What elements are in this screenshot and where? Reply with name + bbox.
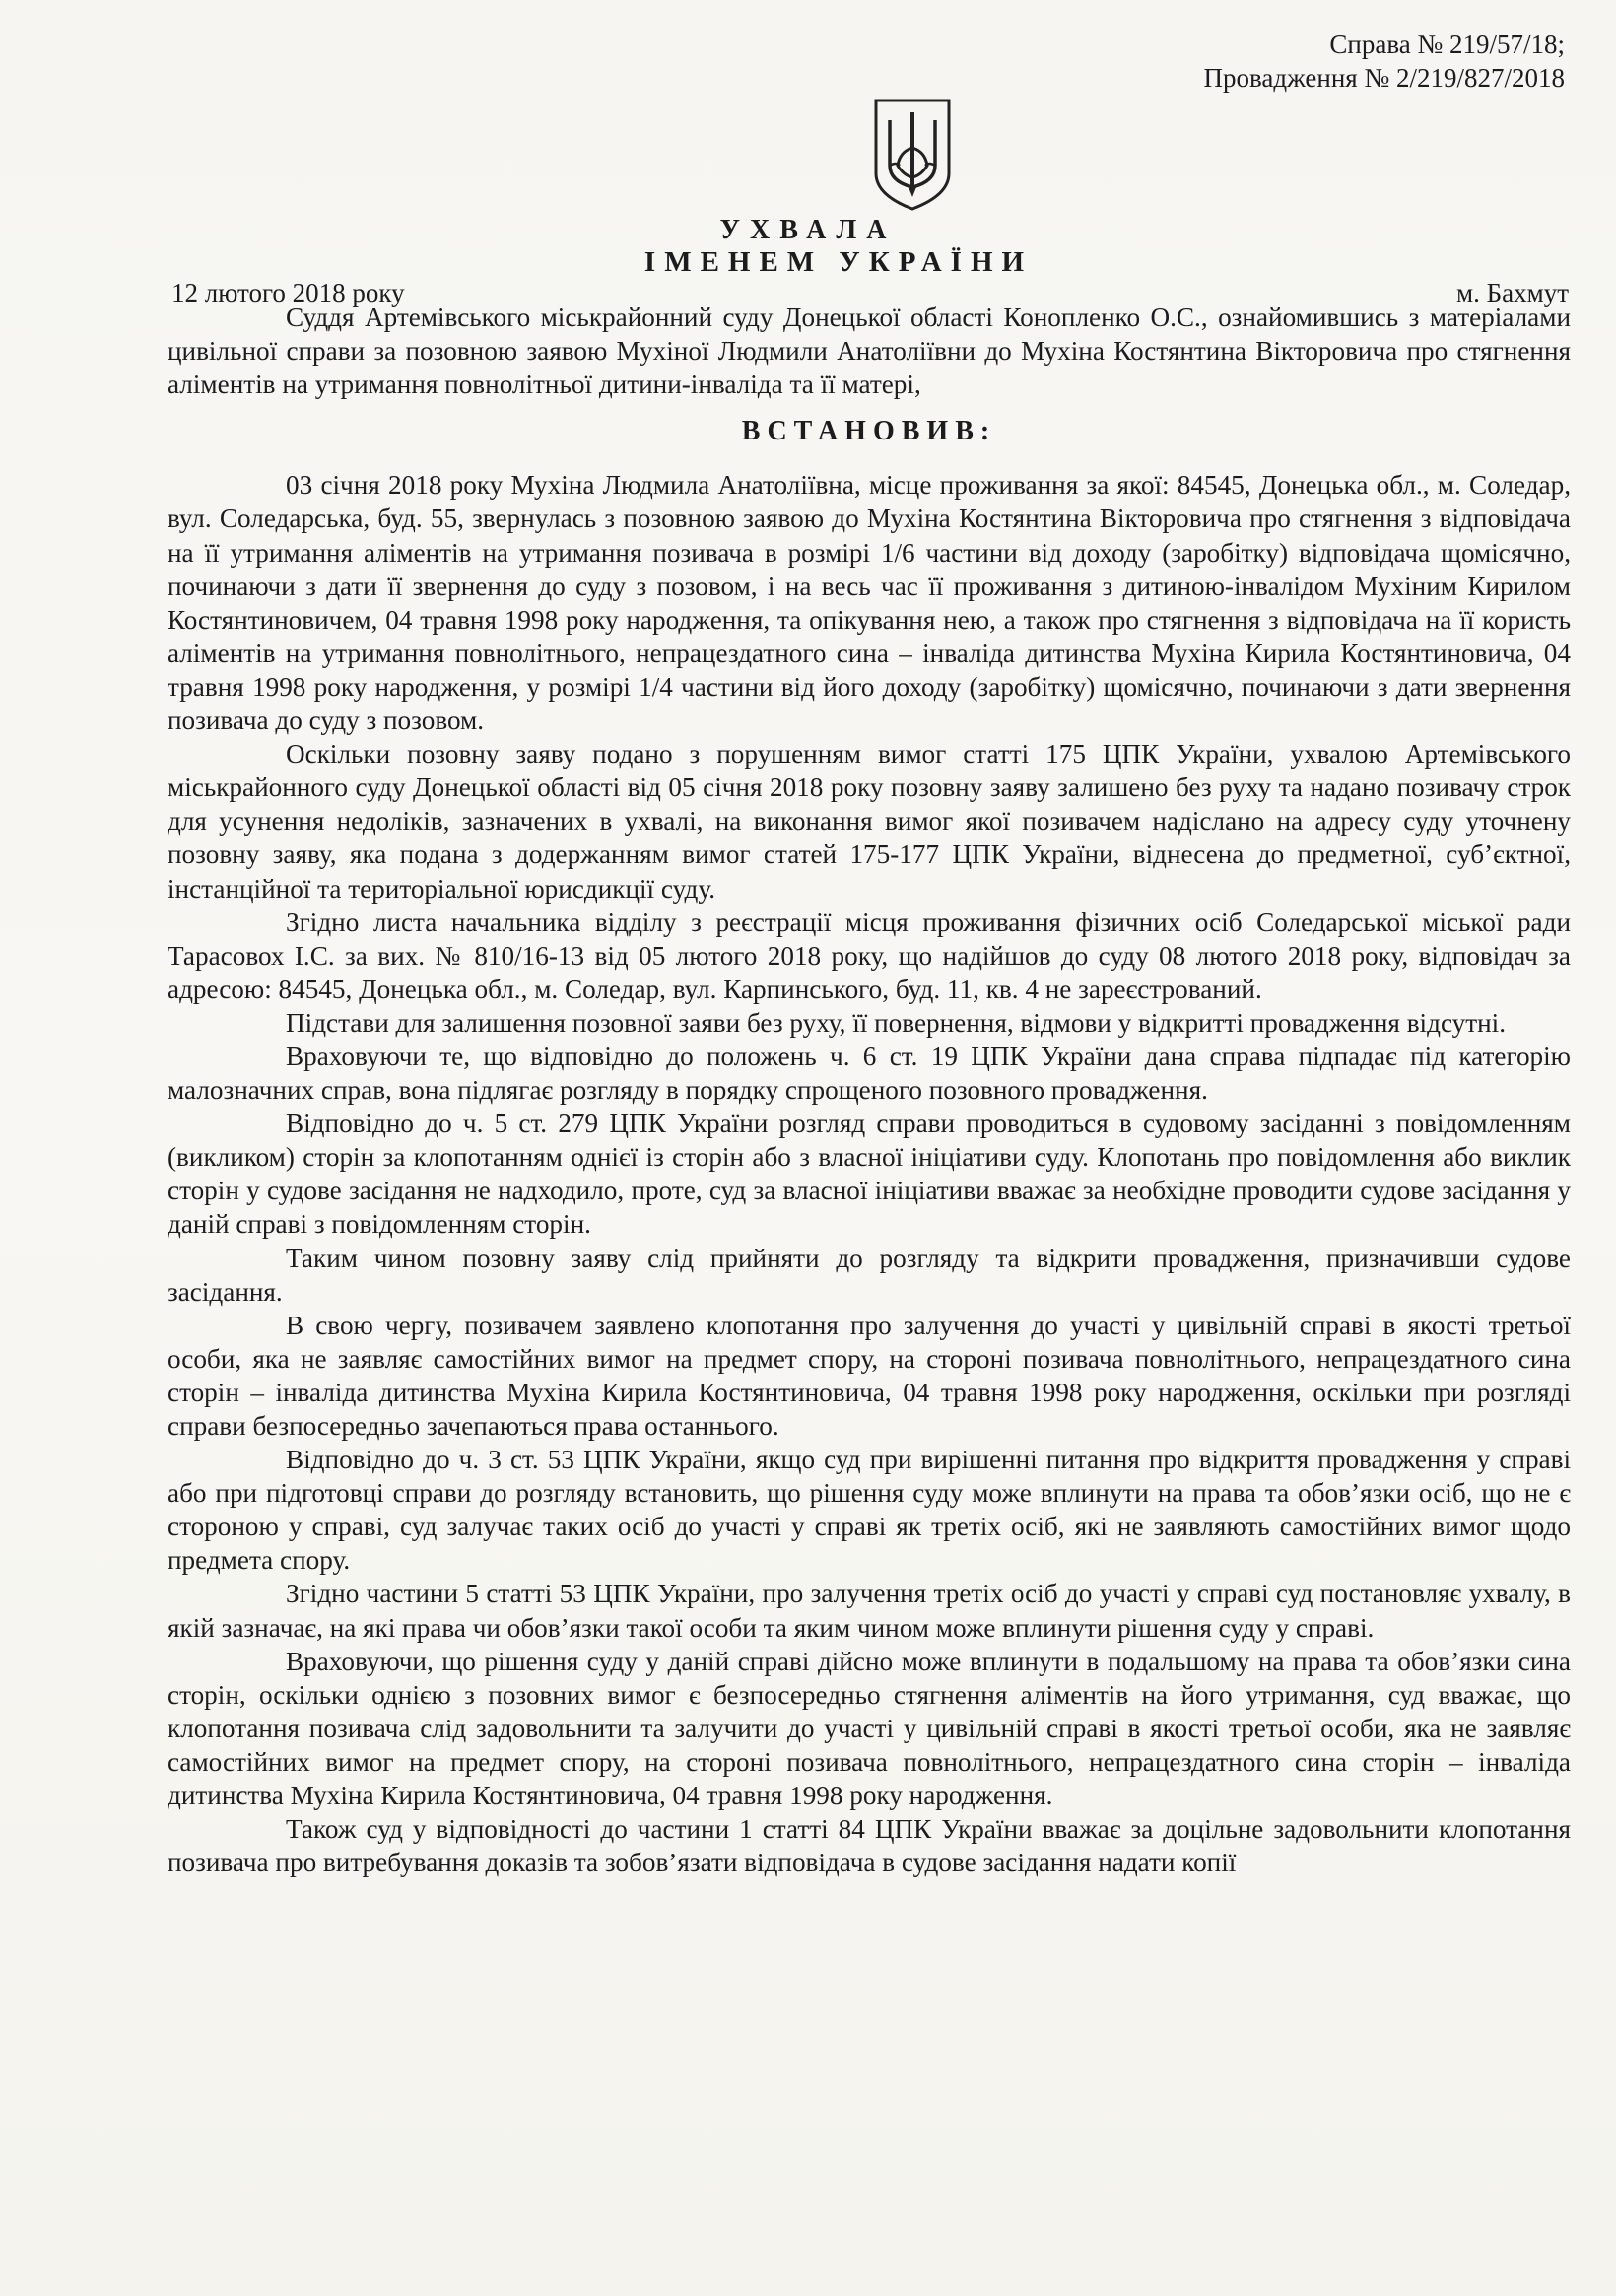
body-paragraph: 03 січня 2018 року Мухіна Людмила Анатоліївна, місце проживання за якої: 84545, Донецька обл., м. Соледар, вул. Соледарська, буд. 55, звернулась з позовною заявою до Мухіна Костянтина Вікторовича про стягнення з відповідача на її утримання аліментів на утримання позивача в розмірі 1/6 частини від доходу (заробітку) відповідача щомісячно, починаючи з дати її звернення до суду з позовом, і на весь час її проживання з дитиною-інвалідом Мухіним Кирилом Костянтиновичем, 04 травня 1998 року народження, та опікування нею, а також про стягнення з відповідача на її користь аліментів на утримання повнолітнього, непрацездатного сина – інваліда дитинства Мухіна Кирила Костянтиновича, 04 травня 1998 року народження, у розмірі 1/4 частини від його доходу (заробітку) щомісячно, починаючи з дати звернення позивача до суду з позовом. <box>168 470 1571 736</box>
body-paragraph: Підстави для залишення позовної заяви без руху, її повернення, відмови у відкритті провадження відсутні. <box>286 1007 1507 1038</box>
body-paragraph: В свою чергу, позивачем заявлено клопотання про залучення до участі у цивільній справі в якості третьої особи, яка не заявляє самостійних вимог на предмет спору, на стороні позивача повнолітнього, непрацездатного сина сторін – інваліда дитинства Мухіна Кирила Костянтиновича, 04 травня 1998 року народження, оскільки при розгляді справи безпосередньо зачепаються права останнього. <box>168 1310 1571 1441</box>
body-paragraph: Оскільки позовну заяву подано з порушенням вимог статті 175 ЦПК України, ухвалою Артемівського міськрайонного суду Донецької області від 05 січня 2018 року позовну заяву залишено без руху та надано позивачу строк для усунення недоліків, зазначених в ухвалі, на виконання вимог якої позивачем надіслано на адресу суду уточнену позовну заяву, яка подана з додержанням вимог статей 175-177 ЦПК України, віднесена до предметної, суб’єктної, інстанційної та територіальної юрисдикції суду. <box>168 739 1571 904</box>
case-reference <box>1204 28 1565 95</box>
document-city: м. Бахмут <box>1456 278 1569 307</box>
section-heading: ВСТАНОВИВ: <box>741 416 997 447</box>
body-paragraph: Відповідно до ч. 3 ст. 53 ЦПК України, якщо суд при вирішенні питання про відкриття провадження у справі або при підготовці справи до розгляду встановить, що рішення суду може вплинути на права та обов’язки осіб, що не є стороною у справі, суд залучає таких осіб до участі у справі як третіх осіб, які не заявляють самостійних вимог щодо предмета спору. <box>168 1445 1571 1576</box>
body-paragraph: Відповідно до ч. 5 ст. 279 ЦПК України розгляд справи проводиться в судовому засіданні з повідомленням (викликом) сторін за клопотанням однієї із сторін або з власної ініціативи суду. Клопотань про повідомлення або виклик сторін у судове засідання не надходило, проте, суд за власної ініціативи вважає за необхідне проводити судове засідання у даній справі з повідомленням сторін. <box>168 1109 1571 1240</box>
case-number: Справа № 219/57/18; <box>1329 30 1565 59</box>
document-subtitle: ІМЕНЕМ УКРАЇНИ <box>643 246 1034 278</box>
body-paragraph: Враховуючи те, що відповідно до положень ч. 6 ст. 19 ЦПК України дана справа підпадає під категорію малозначних справ, вона підлягає розгляду в порядку спрощеного позовного провадження. <box>168 1041 1571 1106</box>
document-body <box>168 301 1571 1879</box>
trident-emblem-icon <box>870 97 955 213</box>
body-paragraph: Також суд у відповідності до частини 1 статті 84 ЦПК України вважає за доцільне задовольнити клопотання позивача про витребування доказів та зобов’язати відповідача в судове засідання надати копії <box>168 1814 1571 1878</box>
document-date: 12 лютого 2018 року <box>171 278 405 307</box>
body-paragraph: Згідно листа начальника відділу з реєстрації місця проживання фізичних осіб Соледарської міської ради Тарасовох І.С. за вих. № 810/16-13 від 05 лютого 2018 року, що надійшов до суду 08 лютого 2018 року, відповідач за адресою: 84545, Донецька обл., м. Соледар, вул. Карпинського, буд. 11, кв. 4 не зареєстрований. <box>168 907 1571 1004</box>
intro-paragraph: Суддя Артемівського міськрайонний суду Донецької області Конопленко О.С., ознайомившись з матеріалами цивільної справи за позовною заявою Мухіної Людмили Анатоліївни до Мухіна Костянтина Вікторовича про стягнення аліментів на утримання повнолітньої дитини-інваліда та її матері, <box>168 303 1571 400</box>
proceeding-number: Провадження № 2/219/827/2018 <box>1203 63 1565 93</box>
body-paragraph: Таким чином позовну заяву слід прийняти до розгляду та відкрити провадження, призначивши судове засідання. <box>168 1243 1571 1307</box>
body-paragraph: Згідно частини 5 статті 53 ЦПК України, про залучення третіх осіб до участі у справі суд постановляє ухвалу, в якій зазначає, на які права чи обов’язки такої особи та яким чином може вплинути рішення суду у справі. <box>168 1579 1571 1643</box>
document-title: УХВАЛА <box>719 215 897 245</box>
body-paragraph: Враховуючи, що рішення суду у даній справі дійсно може вплинути в подальшому на права та обов’язки сина сторін, оскільки однією з позовних вимог є безпосередньо стягнення аліментів на його утримання, суд вважає, що клопотання позивача слід задовольнити та залучити до участі у цивільній справі в якості третьої особи, яка не заявляє самостійних вимог на предмет спору, на стороні позивача повнолітнього, непрацездатного сина сторін – інваліда дитинства Мухіна Кирила Костянтиновича, 04 травня 1998 року народження. <box>168 1646 1571 1811</box>
